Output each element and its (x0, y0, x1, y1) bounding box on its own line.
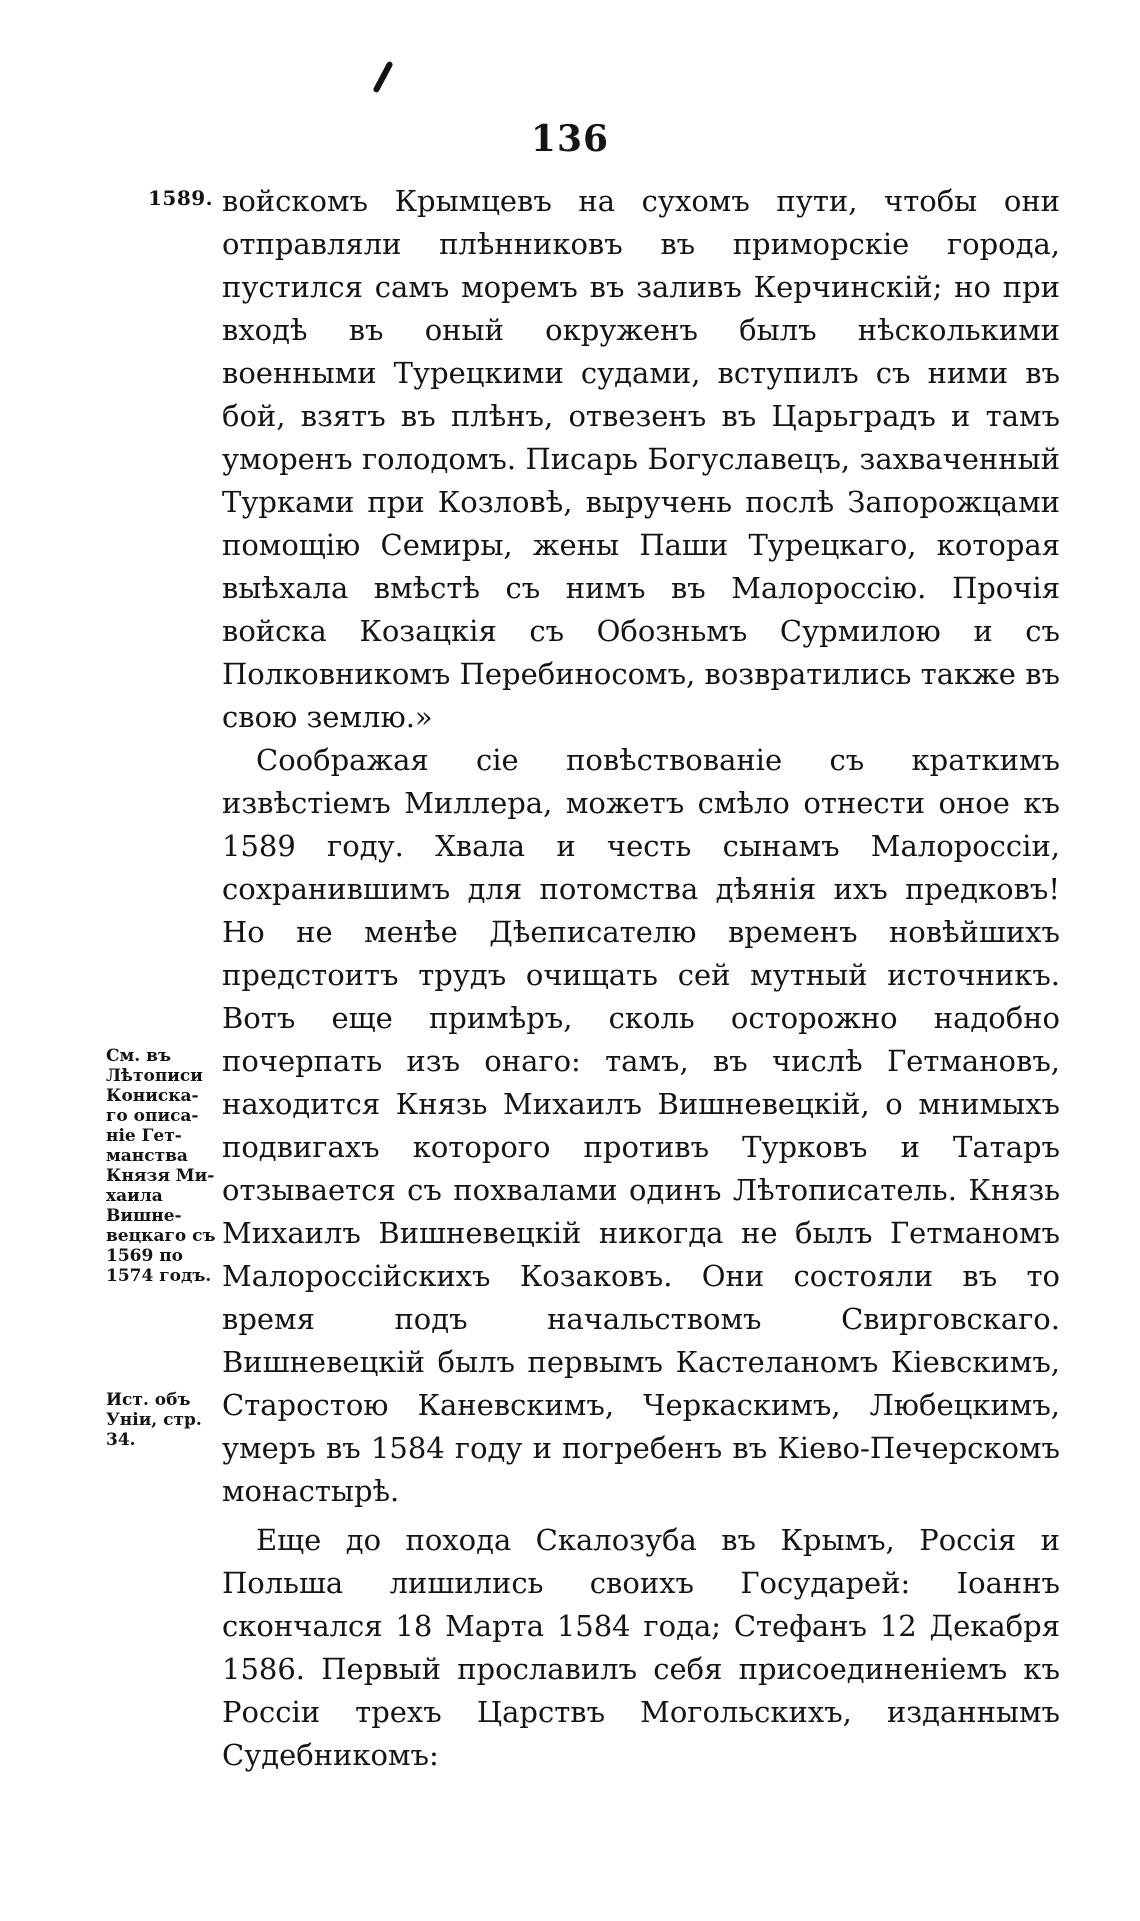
ink-mark (372, 61, 393, 94)
margin-note-chronicle (106, 1046, 224, 1286)
main-text (222, 180, 1060, 1777)
margin-note-union (106, 1390, 224, 1450)
note-line: Уніи, стр. (106, 1410, 202, 1430)
note-line: Князя Ми- (106, 1166, 215, 1186)
note-line: хаила (106, 1186, 163, 1206)
note-line: 1569 по (106, 1246, 184, 1266)
note-line: вецкаго съ (106, 1226, 216, 1246)
note-line: Ист. объ (106, 1390, 191, 1410)
paragraph-2: Соображая сіе повѣствованіе съ краткимъ извѣстіемъ Миллера, можетъ смѣло отнести оное къ 1589 году. Хвала и честь сынамъ Малороссіи, сохранившимъ для потомства дѣянія ихъ предковъ! Но не менѣе Дѣеписателю временъ новѣйшихъ предстоитъ трудъ очищать сей мутный источникъ. Вотъ еще примѣръ, сколь осторожно надобно почерпать изъ онаго: тамъ, въ числѣ Гетмановъ, находится Князь Михаилъ Вишневецкій, о мнимыхъ подвигахъ которого противъ Турковъ и Татаръ отзывается съ похвалами одинъ Лѣтописатель. Князь Михаилъ Вишневецкій никогда не былъ Гетманомъ Малороссійскихъ Козаковъ. Они состояли въ то время подъ начальствомъ Свирговскаго. Вишневецкій былъ первымъ Кастеланомъ Кіевскимъ, Старостою Каневскимъ, Черкаскимъ, Любецкимъ, умеръ въ 1584 году и погребенъ въ Кіево-Печерскомъ монастырѣ. (222, 743, 1060, 1508)
note-line: ніе Гет- (106, 1126, 182, 1146)
note-line: 1574 годъ. (106, 1266, 212, 1286)
note-line: См. въ (106, 1046, 171, 1066)
note-line: Лѣтописи (106, 1066, 203, 1086)
note-line: манства (106, 1146, 188, 1166)
note-line: Кониска- (106, 1086, 199, 1106)
paragraph-3: Еще до похода Скалозуба въ Крымъ, Россія и Польша лишились своихъ Государей: Іоаннъ скончался 18 Марта 1584 года; Стефанъ 12 Декабря 1586. Первый прославилъ себя присоединеніемъ къ Россіи трехъ Царствъ Могольскихъ, изданнымъ Судебникомъ: (222, 1523, 1060, 1772)
note-line: 34. (106, 1430, 136, 1450)
note-line: Вишне- (106, 1206, 182, 1226)
page-number: 136 (530, 118, 610, 160)
paragraph-1: войскомъ Крымцевъ на сухомъ пути, чтобы они отправляли плѣнниковъ въ приморскіе города, пустился самъ моремъ въ заливъ Керчинскій; но при входѣ въ оный окруженъ былъ нѣсколькими военными Турецкими судами, вступилъ съ ними въ бой, взятъ въ плѣнъ, отвезенъ въ Царьградъ и тамъ уморенъ голодомъ. Писарь Богуславецъ, захваченный Турками при Козловѣ, выручень послѣ Запорожцами помощію Семиры, жены Паши Турецкаго, которая выѣхала вмѣстѣ съ нимъ въ Малороссію. Прочія войска Козацкія съ Обозньмъ Сурмилою и съ Полковникомъ Перебиносомъ, возвратились также въ свою землю.» (222, 184, 1060, 734)
margin-year: 1589. (148, 186, 214, 210)
note-line: го описа- (106, 1106, 199, 1126)
